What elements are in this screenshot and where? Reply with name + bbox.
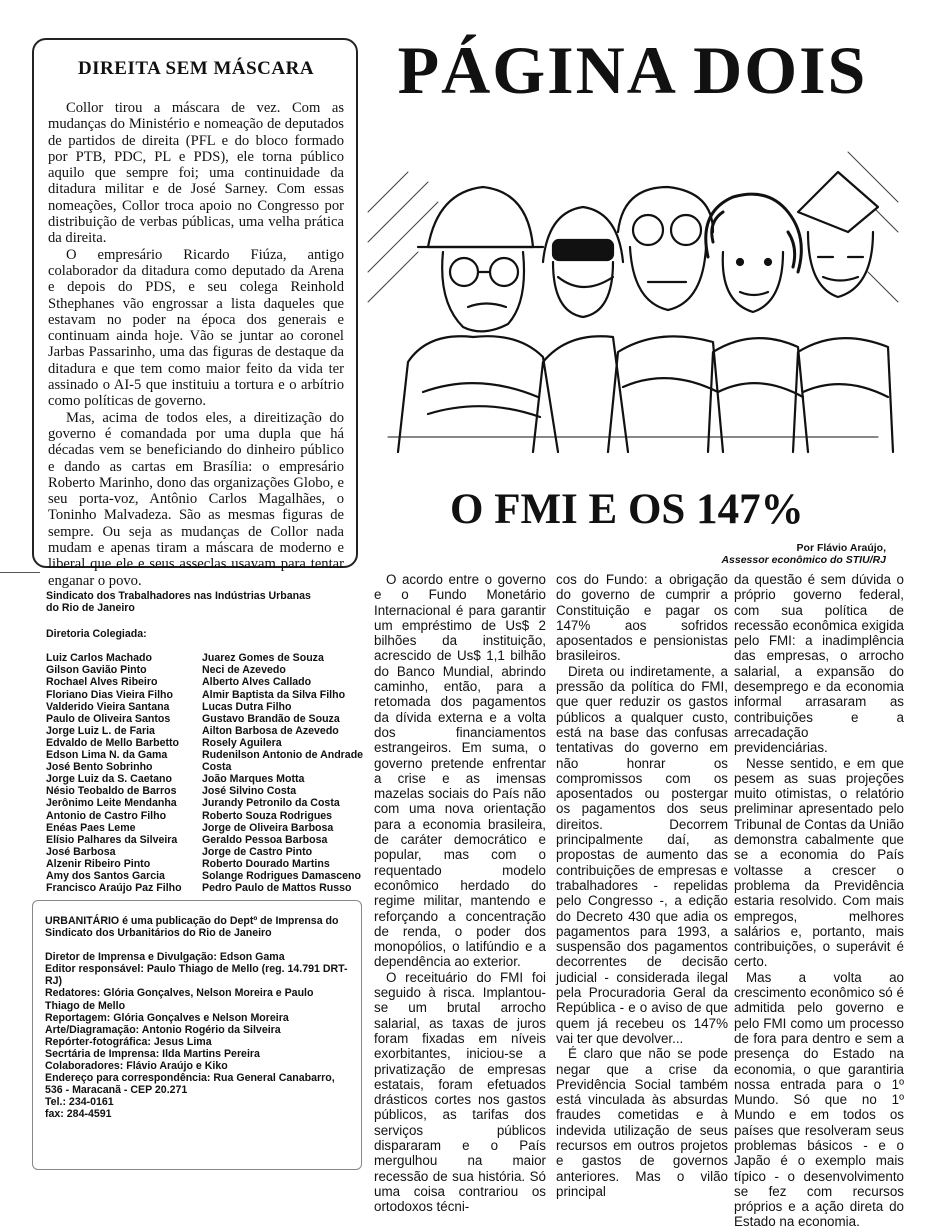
board-member: Edson Lima N. da Gama <box>46 749 168 762</box>
credit-line: Repórter-fotográfica: Jesus Lima <box>45 1035 212 1048</box>
article-title: O FMI E OS 147% <box>450 486 804 533</box>
credit-line: Redatores: Glória Gonçalves, Nelson Moreira e Paulo Thiago de Mello <box>45 987 314 1012</box>
board-member: Francisco Araújo Paz Filho <box>46 882 182 895</box>
article-paragraph: da questão é sem dúvida o próprio governo federal, com sua política de recessão econômica exigida pelo FMI: a inadimplência das empresas, o arrocho salarial, a expansão do desemprego e da economia informal arrasaram as contribuições e a arrecadação previdenciárias. <box>734 572 904 756</box>
credit-line: Tel.: 234-0161 <box>45 1096 114 1109</box>
article-paragraph: O receituário do FMI foi seguido à risca. Implantou-se um brutal arrocho salarial, as taxas de juros foram fixadas em níveis exorbitantes, iniciou-se a privatização de empresas estatais, foram efetuados drásticos cortes nos gastos públicos, as tarifas dos serviços públicos dispararam e o País mergulhou na maior recessão de sua história. Só uma coisa contrariou os ortodoxos técni- <box>374 969 546 1215</box>
board-member: Jorge Luiz L. de Faria <box>46 724 155 737</box>
article-paragraph: O acordo entre o governo e o Fundo Monetário Internacional é para garantir um empréstimo de Us$ 2 bilhões da instituição, acrescido de Us$ 1,1 bilhão do Banco Mundial, abrindo caminho, então, para a retomada dos pagamentos da dívida externa e a volta dos financiamentos estrangeiros. Em suma, o governo pretende enfrentar a crise e as imensas mazelas sociais do País não com uma nova orientação para a economia brasileira, de caráter democrático e popular, mas com o requentado modelo econômico herdado do regime militar, mantendo e reforçando a concentração de renda, o poder dos monopólios, o latifúndio e a dependência ao exterior. <box>374 572 546 970</box>
credit-line: fax: 284-4591 <box>45 1108 112 1121</box>
board-member: Costa <box>202 761 232 774</box>
editorial-body <box>48 100 344 589</box>
board-member: Juarez Gomes de Souza <box>202 652 324 665</box>
board-member: Rochael Alves Ribeiro <box>46 676 158 689</box>
board-member: Valderido Vieira Santana <box>46 700 170 713</box>
members-left-list <box>46 652 202 894</box>
editorial-paragraph: O empresário Ricardo Fiúza, antigo colaborador da ditadura como deputado da Arena e depois do PDS, e seu colega Reinhold Sthephanes vão engrossar a lista daqueles que estavam no poder na época dos generais e continuam ainda hoje. Vão se juntar ao coronel Jarbas Passarinho, uma das figuras de destaque da ditadura e que tem como maior feito da vida ter assinado o AI-5 que instituiu a tortura e o arbítrio como políticas de governo. <box>48 246 344 410</box>
article-paragraph: Mas a volta ao crescimento econômico só é admitida pelo governo e pelo FMI como um processo de fora para dentro e sem a presença do Estado na economia, o que garantiria nossa entrada para o 1º Mundo. Só que no 1º Mundo e em todos os países que resolveram seus problemas básicos - e o Japão é o exemplo mais típico - o desenvolvimento se fez com recursos próprios e a ação direta do Estado na economia. <box>734 969 904 1230</box>
board-member: Jorge Luiz da S. Caetano <box>46 773 172 786</box>
union-name <box>46 590 366 614</box>
imprint-box <box>32 900 362 1170</box>
members-right-list <box>202 652 366 894</box>
board-member: Pedro Paulo de Mattos Russo <box>202 882 352 895</box>
credit-line: Reportagem: Glória Gonçalves e Nelson Moreira <box>45 1011 289 1024</box>
board-member: Paulo de Oliveira Santos <box>46 712 171 725</box>
publication-about: URBANITÁRIO é uma publicação do Deptº de Imprensa do Sindicato dos Urbanitários do Rio de Janeiro <box>45 915 339 940</box>
board-member: Jerônimo Leite Mendanha <box>46 797 177 810</box>
board-members <box>46 652 366 894</box>
workers-cartoon <box>368 152 898 452</box>
board-member: Rudenilson Antonio de Andrade <box>202 749 364 762</box>
board-member: Almir Baptista da Silva Filho <box>202 688 346 701</box>
union-name-line: Sindicato dos Trabalhadores nas Indústrias Urbanas <box>46 590 311 602</box>
board-member: Elísio Palhares da Silveira <box>46 833 178 846</box>
board-member: Neci de Azevedo <box>202 664 286 677</box>
board-member: Roberto Souza Rodrigues <box>202 809 333 822</box>
board-member: Amy dos Santos Garcia <box>46 869 165 882</box>
board-member: Roberto Dourado Martins <box>202 857 330 870</box>
board-member: Gilson Gavião Pinto <box>46 664 147 677</box>
board-member: João Marques Motta <box>202 773 305 786</box>
credit-line: Editor responsável: Paulo Thiago de Mello (reg. 14.791 DRT-RJ) <box>45 963 348 988</box>
editorial-title: DIREITA SEM MÁSCARA <box>77 58 315 79</box>
board-member: Solange Rodrigues Damasceno <box>202 869 361 882</box>
credit-line: Endereço para correspondência: Rua General Canabarro, 536 - Maracanã - CEP 20.271 <box>45 1072 335 1097</box>
credit-line: Colaboradores: Flávio Araújo e Kiko <box>45 1060 228 1073</box>
article-paragraph: Direta ou indiretamente, a pressão da política do FMI, que quer reduzir os gastos públicos a qualquer custo, está na base das confusas tentativas do governo em não honrar os compromissos com os aposentados ou postergar os pagamentos dos seus direitos. Decorrem principalmente daí, as propostas de aumento das contribuições de empresas e trabalhadores - repelidas pelo Congresso -, a edição do Decreto 430 que adia os pagamentos para 1993, a suspensão dos pagamentos decorrentes de decisão judicial - considerada ilegal pela Procuradoria Geral da República - e o aviso de que quem já recebeu os 147% vai ter que devolver... <box>556 663 728 1046</box>
board-member: Rosely Aguilera <box>202 736 282 749</box>
article-paragraph: É claro que não se pode negar que a crise da Previdência Social também está vinculada às absurdas fraudes cometidas e à indevida utilização de seus recursos em outros projetos e gastos de governos anteriores. Mas o vilão principal <box>556 1046 728 1199</box>
board-member: Ailton Barbosa de Azevedo <box>202 724 339 737</box>
credit-line: Diretor de Imprensa e Divulgação: Edson Gama <box>45 951 285 964</box>
union-name-line: do Rio de Janeiro <box>46 602 135 615</box>
board-member: Jurandy Petronilo da Costa <box>202 797 340 810</box>
board-member: José Barbosa <box>46 845 116 858</box>
article-byline <box>721 542 886 566</box>
credit-line: Secrtária de Imprensa: Ilda Martins Pereira <box>45 1047 260 1060</box>
board-member: Jorge de Oliveira Barbosa <box>202 821 334 834</box>
page-masthead: PÁGINA DOIS <box>397 32 868 108</box>
board-member: José Silvino Costa <box>202 785 297 798</box>
board-member: José Bento Sobrinho <box>46 761 153 774</box>
byline-role: Assessor econômico do STIU/RJ <box>721 554 886 566</box>
board-member: Alberto Alves Callado <box>202 676 312 689</box>
board-member: Luiz Carlos Machado <box>46 652 152 665</box>
divider <box>0 572 40 573</box>
credit-line: Arte/Diagramação: Antonio Rogério da Silveira <box>45 1023 281 1036</box>
union-directory <box>46 590 366 894</box>
board-member: Nésio Teobaldo de Barros <box>46 785 177 798</box>
board-member: Floriano Dias Vieira Filho <box>46 688 173 701</box>
board-member: Alzenir Ribeiro Pinto <box>46 857 151 870</box>
article-paragraph: Nesse sentido, e em que pesem as suas projeções muito otimistas, o relatório preliminar apresentado pelo Tribunal de Contas da União demonstra cabalmente que se a economia do País voltasse a crescer o problema da Previdência estaria resolvido. Com mais empregos, melhores salários e, portanto, mais contribuições, o superávit é certo. <box>734 755 904 970</box>
byline-author: Por Flávio Araújo, <box>796 542 886 554</box>
board-member: Geraldo Pessoa Barbosa <box>202 833 328 846</box>
board-member: Edvaldo de Mello Barbetto <box>46 736 180 749</box>
article-column-1 <box>374 572 546 1214</box>
board-member: Enéas Paes Leme <box>46 821 136 834</box>
editorial-box <box>32 38 358 589</box>
editorial-paragraph: Collor tirou a máscara de vez. Com as mudanças do Ministério e nomeação de deputados de partidos de direita (PFL e do bloco formado por PTB, PDC, PL e PDS), ele torna público aquilo que sempre foi; uma continuidade da ditadura militar e de José Sarney. Com essas nomeações, Collor troca apoio no Congresso por distribuição de verbas públicas, uma velha prática da direita. <box>48 100 344 247</box>
board-member: Lucas Dutra Filho <box>202 700 292 713</box>
board-member: Antonio de Castro Filho <box>46 809 167 822</box>
article-column-3 <box>734 572 904 1230</box>
editorial-paragraph: Mas, acima de todos eles, a direitização do governo é comandada por uma dupla que há décadas vem se beneficiando do dinheiro público e dando as cartas em Brasília: o empresário Roberto Marinho, dono das organizações Globo, e seu porta-voz, Antônio Carlos Magalhães, o Toninho Malvadeza. São as mesmas figuras de sempre. Ou seja as mudanças de Collor nada mudam e apenas tiram a máscara de moderno e liberal que ele e seus asseclas usavam para tentar enganar o povo. <box>48 409 344 589</box>
article-paragraph: cos do Fundo: a obrigação do governo de cumprir a Constituição e pagar os 147% aos sofridos aposentados e pensionistas brasileiros. <box>556 572 728 664</box>
board-title: Diretoria Colegiada: <box>46 628 147 641</box>
board-member: Jorge de Castro Pinto <box>202 845 313 858</box>
board-member: Gustavo Brandão de Souza <box>202 712 340 725</box>
imprint-credits <box>45 951 349 1120</box>
article-column-2 <box>556 572 728 1199</box>
